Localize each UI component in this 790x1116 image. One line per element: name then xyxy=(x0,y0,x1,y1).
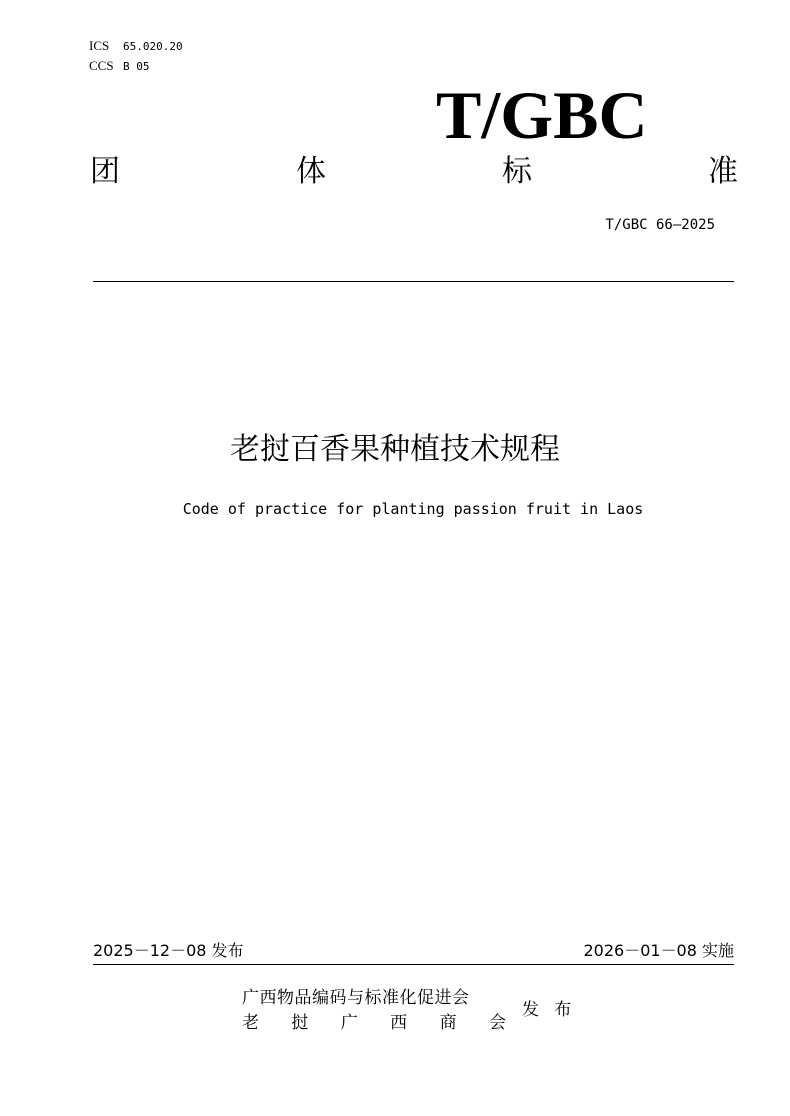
issuer-char: 会 xyxy=(488,1013,506,1033)
ccs-label: CCS xyxy=(89,58,114,73)
standard-type-char: 体 xyxy=(296,154,326,189)
footer-divider xyxy=(93,964,734,965)
standard-type-char: 准 xyxy=(708,154,738,189)
standard-type xyxy=(90,152,738,192)
issue-date: 2025－12－08 发布 xyxy=(93,941,244,960)
ccs-line xyxy=(89,57,150,75)
title-english: Code of practice for planting passion fruit in Laos xyxy=(182,500,644,518)
issuer-organization-2 xyxy=(242,1011,506,1035)
implementation-date: 2026－01－08 实施 xyxy=(583,941,734,960)
issuer-char: 商 xyxy=(439,1013,457,1033)
standard-type-char: 团 xyxy=(90,154,120,189)
ics-label: ICS xyxy=(89,38,110,53)
standard-type-char: 标 xyxy=(502,154,532,189)
header-divider xyxy=(93,281,734,282)
ics-value: 65.020.20 xyxy=(123,40,183,53)
publish-label: 发 布 xyxy=(522,1000,572,1020)
issuer-char: 西 xyxy=(390,1013,408,1033)
ccs-value: B 05 xyxy=(123,60,150,73)
standard-logo: T/GBC xyxy=(436,77,648,153)
ics-line xyxy=(89,37,183,55)
issuer-char: 挝 xyxy=(291,1013,309,1033)
issuer-char: 广 xyxy=(340,1013,358,1033)
issuer-char: 老 xyxy=(242,1013,259,1033)
title-chinese: 老挝百香果种植技术规程 xyxy=(230,432,560,467)
standard-number: T/GBC 66—2025 xyxy=(605,217,715,233)
issuer-organization-1: 广西物品编码与标准化促进会 xyxy=(242,988,470,1008)
